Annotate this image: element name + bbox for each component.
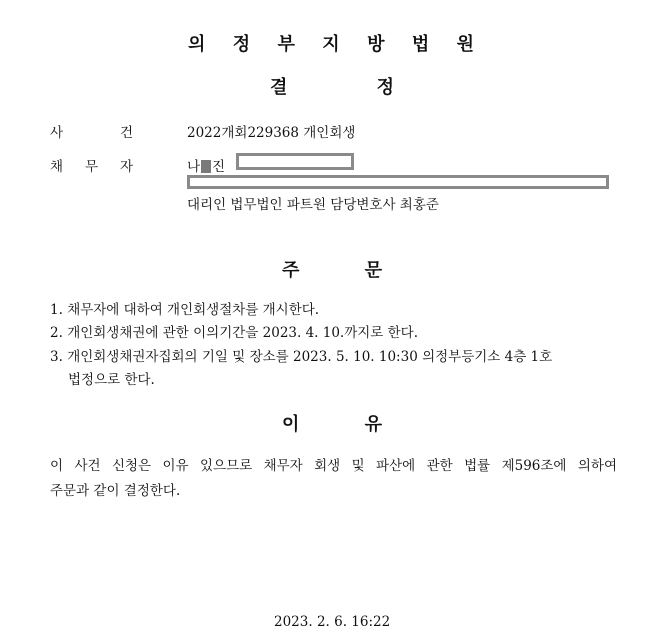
case-label-char: 건 xyxy=(119,125,133,141)
order-item-number: 2. xyxy=(50,325,63,341)
order-item-2 xyxy=(50,321,418,341)
case-value: 2022개회229368 개인회생 xyxy=(187,125,356,141)
order-item-number: 3. xyxy=(50,349,63,365)
court-name-char: 부 xyxy=(277,34,295,55)
debtor-name xyxy=(187,155,225,175)
reason-word: 및 xyxy=(351,458,365,474)
order-title-char: 주 xyxy=(282,260,300,281)
order-item-number: 1. xyxy=(50,302,63,318)
case-label-char: 사 xyxy=(50,125,64,141)
order-item-text: 채무자에 대하여 개인회생절차를 개시한다. xyxy=(67,302,320,318)
decision-date: 2023. 2. 6. 16:22 xyxy=(274,614,391,630)
reason-word: 채무자 xyxy=(263,458,303,474)
order-title-char: 문 xyxy=(364,260,382,281)
debtor-agent: 대리인 법무법인 파트원 담당변호사 최홍준 xyxy=(187,197,439,213)
order-item-3-continuation: 법정으로 한다. xyxy=(68,372,155,388)
court-name-char: 원 xyxy=(456,34,474,55)
reason-line-2: 주문과 같이 결정한다. xyxy=(50,483,181,499)
reason-title-char: 이 xyxy=(282,414,300,435)
reason-title-char: 유 xyxy=(364,414,382,435)
order-item-text: 개인회생채권자집회의 기일 및 장소를 2023. 5. 10. 10:30 의정부등기소 4층 1호 xyxy=(67,349,553,365)
debtor-label-char: 채 xyxy=(50,159,64,175)
order-item-text: 개인회생채권에 관한 이의기간을 2023. 4. 10.까지로 한다. xyxy=(67,325,419,341)
reason-word: 파산에 xyxy=(376,458,416,474)
document-type-char: 결 xyxy=(270,77,288,98)
court-name-char: 지 xyxy=(322,34,340,55)
court-name-char: 방 xyxy=(367,34,385,55)
court-name-char: 정 xyxy=(232,34,251,55)
case-label xyxy=(50,121,133,141)
reason-title xyxy=(282,410,382,436)
order-item-3 xyxy=(50,345,618,365)
reason-word: 이 xyxy=(50,458,64,474)
debtor-label-char: 무 xyxy=(84,159,99,175)
debtor-label xyxy=(50,155,133,175)
order-title xyxy=(282,256,382,282)
redacted-address-box xyxy=(187,175,609,189)
reason-word: 회생 xyxy=(314,458,341,474)
debtor-name-last: 진 xyxy=(212,159,226,175)
redacted-id-box xyxy=(236,153,354,170)
reason-word: 신청은 xyxy=(111,458,152,474)
reason-word: 의하여 xyxy=(577,458,617,474)
debtor-name-first: 나 xyxy=(187,159,201,175)
document-type xyxy=(270,73,394,99)
reason-word: 관한 xyxy=(426,458,453,474)
reason-word: 법률 xyxy=(464,458,491,474)
reason-line-1 xyxy=(50,454,617,474)
document-type-char: 정 xyxy=(376,77,394,98)
court-name xyxy=(188,30,474,56)
reason-word: 있으므로 xyxy=(199,458,253,474)
reason-word: 제596조에 xyxy=(501,458,567,474)
reason-word: 사건 xyxy=(74,458,101,474)
debtor-label-char: 자 xyxy=(119,159,133,175)
court-name-char: 법 xyxy=(411,34,430,55)
reason-word: 이유 xyxy=(162,458,189,474)
order-item-1 xyxy=(50,298,319,318)
name-redaction-mark xyxy=(201,160,211,173)
court-name-char: 의 xyxy=(188,34,206,55)
